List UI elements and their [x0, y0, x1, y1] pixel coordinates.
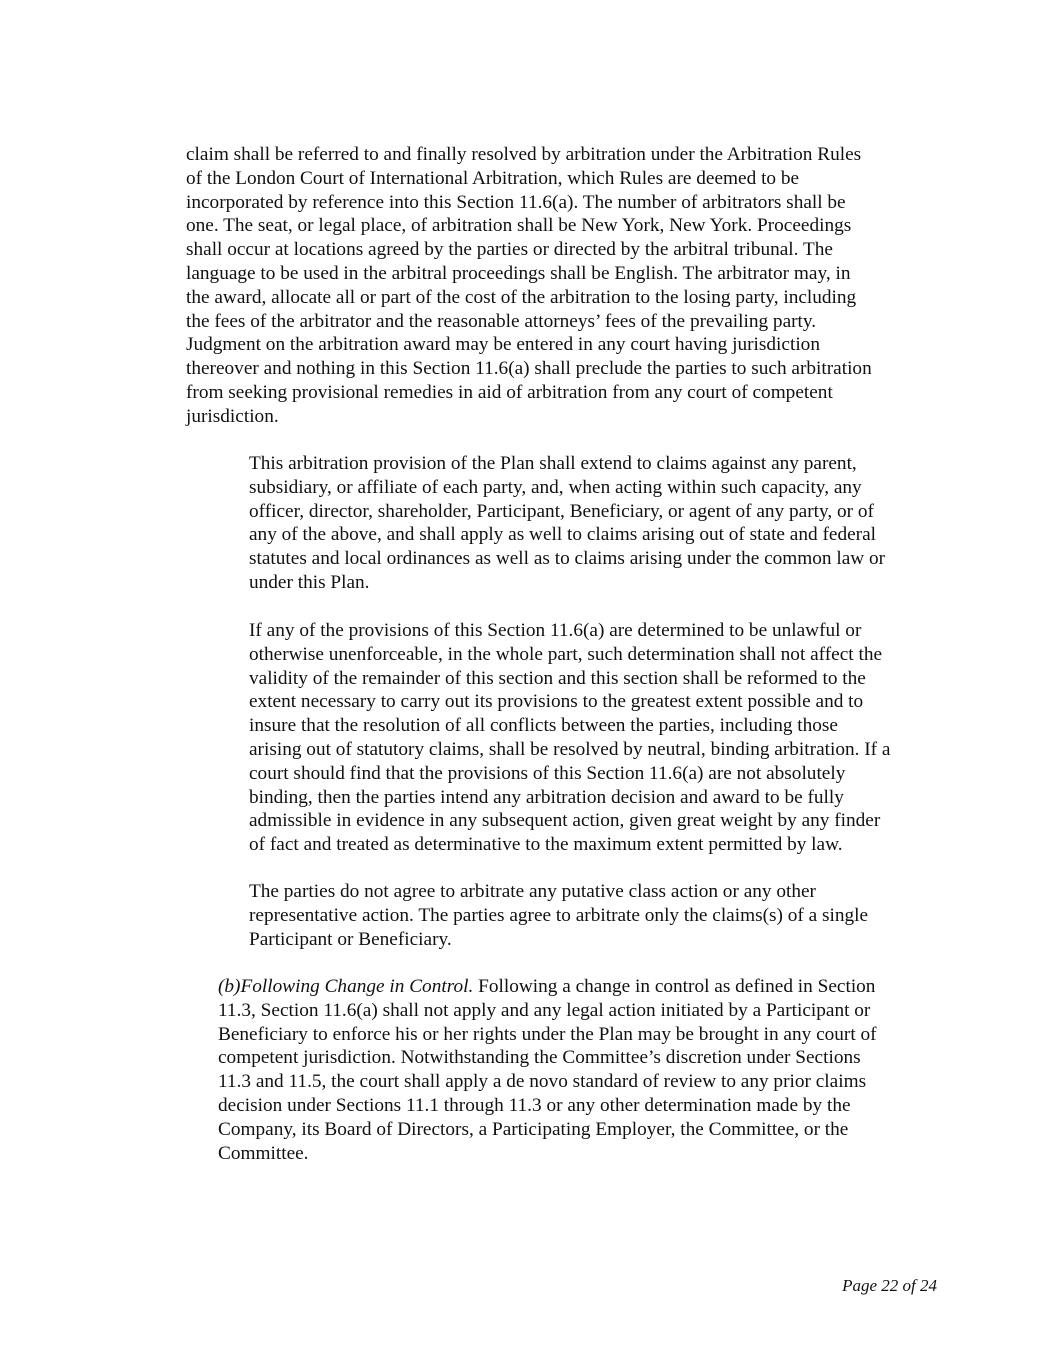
paragraph-severability: If any of the provisions of this Section 11.6(a) are determined to be unlawful or otherwise unenforceable, in the whole part, such determination shall not affect the validity of the remainder of this section and this section shall be reformed to the extent necessary to carry out its provisions to the greatest extent possible and to insure that the resolution of all conflicts between the parties, including those arising out of statutory claims, shall be resolved by neutral, binding arbitration. If a court should find that the provisions of this Section 11.6(a) are not absolutely binding, then the parties intend any arbitration decision and award to be fully admissible in evidence in any subsequent action, given great weight by any finder of fact and treated as determinative to the maximum extent permitted by law.	[249, 620, 891, 856]
paragraph-arbitration-rules: claim shall be referred to and finally resolved by arbitration under the Arbitration Rules of the London Court of International Arbitration, which Rules are deemed to be incorporated by reference into this Section 11.6(a). The number of arbitrators shall be one. The seat, or legal place, of arbitration shall be New York, New York. Proceedings shall occur at locations agreed by the parties or directed by the arbitral tribunal. The language to be used in the arbitral proceedings shall be English. The arbitrator may, in the award, allocate all or part of the cost of the arbitration to the losing party, including the fees of the arbitrator and the reasonable attorneys’ fees of the prevailing party. Judgment on the arbitration award may be entered in any court having jurisdiction thereover and nothing in this Section 11.6(a) shall preclude the parties to such arbitration from seeking provisional remedies in aid of arbitration from any court of competent jurisdiction.	[186, 144, 872, 427]
paragraph-arbitration-scope: This arbitration provision of the Plan shall extend to claims against any parent, subsidiary, or affiliate of each party, and, when acting within such capacity, any officer, director, shareholder, Participant, Beneficiary, or agent of any party, or of any of the above, and shall apply as well to claims arising out of state and federal statutes and local ordinances as well as to claims arising under the common law or under this Plan.	[249, 453, 886, 593]
page-number: Page 22 of 24	[842, 1276, 937, 1295]
paragraph-change-in-control-body: Following a change in control as defined in Section 11.3, Section 11.6(a) shall not apply and any legal action initiated by a Participant or Beneficiary to enforce his or her rights under the Plan may be brought in any court of competent jurisdiction. Notwithstanding the Committee’s discretion under Sections 11.3 and 11.5, the court shall apply a de novo standard of review to any prior claims decision under Sections 11.1 through 11.3 or any other determination made by the Company, its Board of Directors, a Participating Employer, the Committee, or the Committee.	[218, 976, 877, 1164]
paragraph-class-action: The parties do not agree to arbitrate any putative class action or any other representative action. The parties agree to arbitrate only the claims(s) of a single Participant or Beneficiary.	[249, 881, 869, 950]
section-heading-change-in-control: (b)Following Change in Control.	[218, 976, 474, 997]
paragraph-change-in-control	[218, 975, 948, 1165]
